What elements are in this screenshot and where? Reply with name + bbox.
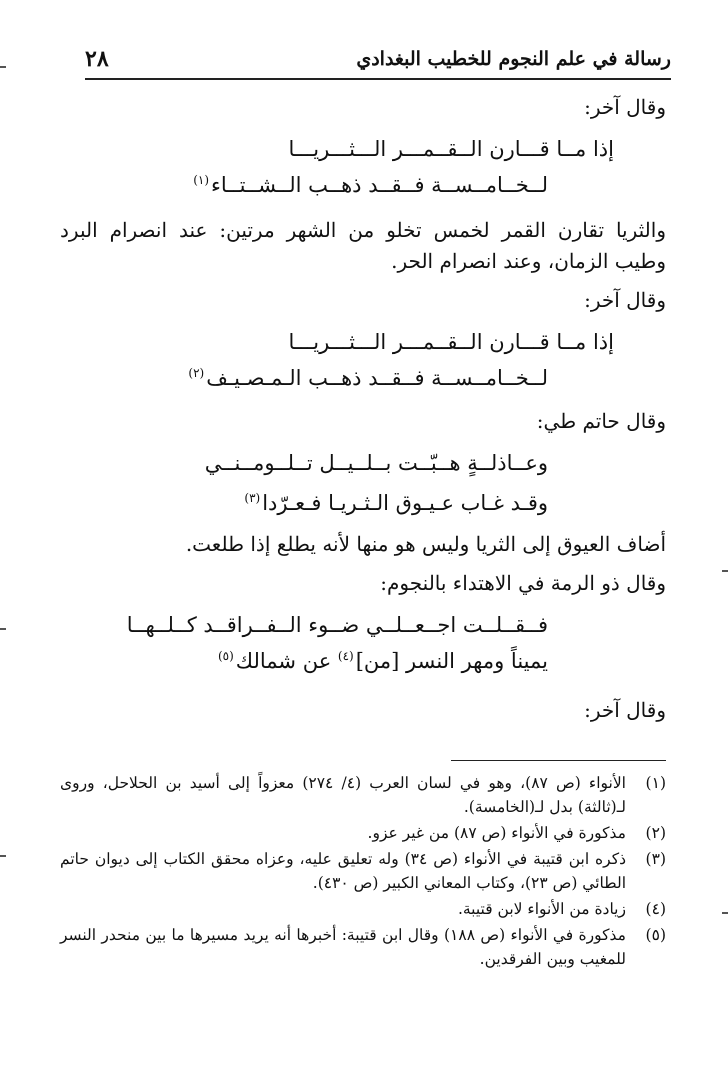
- verse-intro: وقال ذو الرمة في الاهتداء بالنجوم:: [380, 571, 666, 595]
- footnote-item: [60, 821, 666, 845]
- verse-hemistich: وعــاذلــةٍ هــبّــت بــلــيــل تــلــومــنــي: [204, 451, 548, 475]
- footnote-number: (٥): [645, 926, 666, 945]
- footnote-text: مذكورة في الأنواء (ص ٨٧) من غير عزو.: [367, 824, 626, 843]
- verse-line: [60, 443, 666, 483]
- footnote-divider: [451, 760, 666, 761]
- verse-hemistich: يميناً ومهر النسر [من]$^{(٤)}$ عن شمالك$^{(٥)}$: [217, 649, 548, 673]
- footnote-text: الأنواء (ص ٨٧)، وهو في لسان العرب (٤/ ٢٧٤) معزواً إلى أسيد بن الحلاحل، وروى لـ(ثالثة) بدل لـ(الخامسة).: [60, 774, 626, 817]
- scan-margin-mark: [0, 628, 6, 630]
- footnote-ref: (٥): [217, 649, 234, 663]
- paragraph: أضاف العيوق إلى الثريا وليس هو منها لأنه يطلع إذا طلعت.: [185, 532, 666, 556]
- scan-margin-mark: [722, 912, 728, 914]
- footnote-number: (٤): [645, 900, 666, 919]
- verse-line: [60, 645, 666, 685]
- footnote-ref: (١): [193, 173, 210, 187]
- verse-hemistich: لــخــامــســة فــقــد ذهــب الـمـصـيـف$^{(٢)}$: [188, 366, 548, 390]
- verse-intro: وقال حاتم طي:: [536, 409, 666, 433]
- verse-hemistich: وقـد غـاب عـيـوق الـثـريـا فـعـرّدا$^{(٣)}$: [244, 491, 548, 515]
- footnote-number: (٢): [645, 824, 666, 843]
- scan-margin-mark: [0, 66, 6, 68]
- running-header: [85, 40, 671, 80]
- footnote-number: (٣): [645, 850, 666, 869]
- footnote-item: [60, 897, 666, 921]
- verse-hemistich: إذا مــا قـــارن الــقــمـــر الـــثـــريـــا: [288, 137, 614, 161]
- verse-intro: وقال آخر:: [584, 95, 666, 119]
- footnote-number: (١): [645, 774, 666, 792]
- footnotes: [60, 760, 666, 973]
- verse-intro: وقال آخر:: [584, 698, 666, 722]
- scan-margin-mark: [0, 855, 6, 857]
- header-title: رسالة في علم النجوم للخطيب البغدادي: [356, 48, 671, 70]
- verse-line: [60, 483, 666, 523]
- footnote-ref: (٣): [244, 491, 261, 505]
- footnote-item: [60, 771, 666, 819]
- verse-line: [60, 322, 666, 362]
- scan-margin-mark: [722, 570, 728, 572]
- verse-intro: وقال آخر:: [584, 288, 666, 312]
- footnote-ref: (٢): [188, 366, 205, 380]
- verse-hemistich: إذا مــا قـــارن الــقــمـــر الـــثـــريـــا: [288, 330, 614, 354]
- verse-hemistich: لــخــامــســة فــقــد ذهــب الــشــتــاء$^{(١)}$: [193, 173, 548, 197]
- verse-line: [60, 169, 666, 209]
- main-text: [60, 88, 666, 732]
- footnote-item: [60, 847, 666, 895]
- footnote-text: مذكورة في الأنواء (ص ١٨٨) وقال ابن قتيبة: أخبرها أنه يريد مسيرها ما بين منحدر النسر للمغيب وبين الفرقدين.: [60, 926, 626, 969]
- verse-line: [60, 605, 666, 645]
- verse-hemistich: فــقــلــت اجــعــلــي ضــوء الــفــراقــد كــلــهــا: [126, 613, 548, 637]
- footnote-text: ذكره ابن قتيبة في الأنواء (ص ٣٤) وله تعليق عليه، وعزاه محقق الكتاب إلى ديوان حاتم الطائي (ص ٢٣)، وكتاب المعاني الكبير (ص ٤٣٠).: [60, 850, 626, 893]
- verse-line: [60, 129, 666, 169]
- footnote-ref: (٤): [337, 649, 354, 663]
- footnote-text: زيادة من الأنواء لابن قتيبة.: [457, 900, 626, 919]
- paragraph: والثريا تقارن القمر لخمس تخلو من الشهر مرتين: عند انصرام البرد وطيب الزمان، وعند انصرام الحر.: [60, 218, 666, 273]
- page-number: ٢٨: [85, 46, 109, 72]
- verse-line: [60, 362, 666, 402]
- footnote-item: [60, 923, 666, 971]
